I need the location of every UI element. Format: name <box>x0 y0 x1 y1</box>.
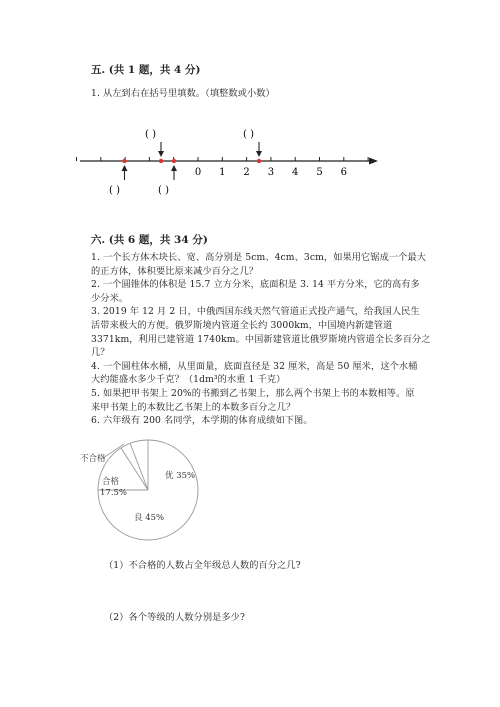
q-line: 几？ <box>91 347 110 359</box>
pie-label-pass-pct: 17.5% <box>100 488 128 498</box>
q-line: 少分米。 <box>91 292 129 304</box>
pie-label-pass: 合格 <box>102 477 120 487</box>
pie-label-good: 良 45% <box>134 513 165 523</box>
number-line-tick-label: 3 <box>267 167 275 178</box>
pie-leader-fail <box>103 444 124 458</box>
bracket-top-1: ( ) <box>145 129 156 140</box>
number-line-tick-label: 2 <box>243 167 250 178</box>
q-line: 1. 一个长方体木块长、宽、高分别是 5cm、4cm、3cm，如果用它锯成一个最大 <box>91 252 427 263</box>
q-line: 6. 六年级有 200 名同学，本学期的体育成绩如下图。 <box>91 415 313 427</box>
q-line: 5. 如果把甲书架上 20%的书搬到乙书架上，那么两个书架上书的本数相等。原 <box>91 387 415 399</box>
number-line-tick-label: 5 <box>316 167 323 178</box>
q-line: 大约能盛水多少千克？（1dm³的水重 1 千克） <box>91 374 286 386</box>
q-line: 的正方体，体积要比原来减少百分之几？ <box>91 265 259 277</box>
bracket-bottom-1: ( ) <box>109 185 120 196</box>
q-line: 2. 一个圆锥体的体积是 15.7 立方分米，底面积是 3. 14 平方分米，它的高有多 <box>91 279 420 291</box>
number-line-tick-label: 6 <box>340 167 347 178</box>
q-line: 3. 2019 年 12 月 2 日，中俄西国东线天然气管道正式投产通气，给我国人民生 <box>91 306 420 318</box>
q-line: 活带来极大的方便。俄罗斯境内管道全长约 3000km，中国境内新建管道 <box>91 319 393 331</box>
q-line: 来甲书架上的本数比乙书架上的本数多百分之几？ <box>91 401 296 413</box>
q-line: 4. 一个圆柱体水桶，从里面量，底面直径是 32 厘米，高是 50 厘米，这个水桶 <box>91 360 418 372</box>
question-5-1: 1. 从左到右在括号里填数。（填整数或小数） <box>91 88 275 99</box>
section-5-title: 五. (共 1 题，共 4 分) <box>91 64 201 76</box>
section-6-title: 六. (共 6 题，共 34 分) <box>91 234 208 246</box>
sub-question-1: （1）不合格的人数占全年级总人数的百分之几? <box>104 560 301 571</box>
bracket-top-2: ( ) <box>243 129 254 140</box>
number-line-tick-label: 4 <box>292 167 299 178</box>
pie-label-fail: 不合格 <box>80 454 106 464</box>
bracket-bottom-2: ( ) <box>158 185 169 196</box>
q-line: 3371km，利用已建管道 1740km。中国新建管道比俄罗斯境内管道全长多百分之 <box>91 333 431 345</box>
sub-question-2: （2）各个等级的人数分别是多少? <box>104 612 245 623</box>
number-line-tick-label: 1 <box>219 167 226 178</box>
pie-label-excellent: 优 35% <box>165 471 196 481</box>
number-line-tick-label: 0 <box>194 167 202 178</box>
